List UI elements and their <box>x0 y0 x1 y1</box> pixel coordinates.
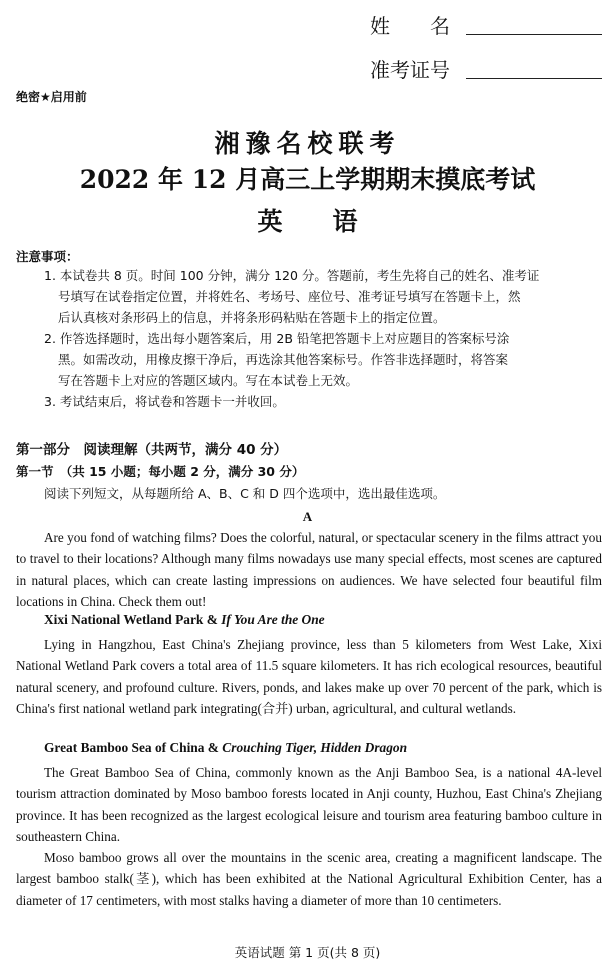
notice-line: 黑。如需改动，用橡皮擦干净后，再选涂其他答案标号。作答非选择题时，将答案 <box>58 352 509 367</box>
passage-label: A <box>302 509 313 524</box>
intro-text: Are you fond of watching films? Does the colorful, natural, or spectacular scenery in the films attract you to travel to their locations? Although many films nowadays use many special effects, most scenes are captured in natural places, which can create lasting impressions on audiences. We have selected four beautiful film locations in China. Check them out! <box>16 530 602 610</box>
section-heading: 第一节 （共 15 小题；每小题 2 分，满分 30 分） <box>16 464 305 479</box>
sub2-text1: The Great Bamboo Sea of China, commonly known as the Anji Bamboo Sea, is a national 4A-level tourism attraction dominated by Moso bamboo forests located in Anji county, Huzhou, East China's Zhejiang province. It has been recognized as the largest ecological leisure and tourism area featuring bamboo culture in southeastern China. <box>16 765 602 845</box>
notice-line: 号填写在试卷指定位置，并将姓名、考场号、座位号、准考证号填写在答题卡上，然 <box>58 289 521 304</box>
sub1-title: Xixi National Wetland Park & <box>44 612 222 627</box>
notice-line: 1. 本试卷共 8 页。时间 100 分钟，满分 120 分。答题前，考生先将自己的姓名、准考证 <box>44 268 540 283</box>
name-blank[interactable] <box>466 34 602 35</box>
paragraph-xixi <box>16 634 602 720</box>
paragraph-bamboo-1 <box>16 762 602 848</box>
name-label: 姓 名 <box>370 14 450 38</box>
subheading-xixi <box>44 612 325 628</box>
subheading-bamboo <box>44 740 407 756</box>
notice-line: 写在答题卡上对应的答题区域内。写在本试卷上无效。 <box>58 373 359 388</box>
notice-list <box>44 265 604 412</box>
page-footer: 英语试题 第 1 页(共 8 页) <box>234 945 381 960</box>
notice-line: 2. 作答选择题时，选出每小题答案后，用 2B 铅笔把答题卡上对应题目的答案标号涂 <box>44 331 510 346</box>
secret-mark: 绝密★启用前 <box>16 90 87 104</box>
sub1-text: Lying in Hangzhou, East China's Zhejiang province, less than 5 kilometers from West Lake, Xixi National Wetland Park covers a total area of 11.5 square kilometers. It has rich ecological resources, beautiful natural scenery, and profound culture. Rivers, ponds, and lakes make up over 70 percent of the park, which is China's first national wetland park integrating(合并) urban, agricultural, and cultural wetlands. <box>16 637 602 717</box>
name-field <box>370 10 450 39</box>
sub2-title: Great Bamboo Sea of China & <box>44 740 223 755</box>
sub2-film: Crouching Tiger, Hidden Dragon <box>222 740 408 755</box>
part-heading: 第一部分 阅读理解（共两节，满分 40 分） <box>16 442 288 458</box>
sub1-film: If You Are the One <box>221 612 325 627</box>
sub2-text2: Moso bamboo grows all over the mountains in the scenic area, creating a magnificent landscape. The largest bamboo stalk(茎), which has been exhibited at the National Agricultural Exhibition Center, has a diameter of 17 centimeters, with most stalks having a diameter of more than 10 centimeters. <box>16 850 602 908</box>
id-blank[interactable] <box>466 78 602 79</box>
exam-title-3: 英 语 <box>257 207 358 236</box>
notice-line: 后认真核对条形码上的信息，并将条形码粘贴在答题卡上的指定位置。 <box>58 310 446 325</box>
notice-heading: 注意事项： <box>16 249 79 264</box>
notice-line: 3. 考试结束后，将试卷和答题卡一并收回。 <box>44 394 285 409</box>
id-field <box>370 54 450 83</box>
id-label: 准考证号 <box>370 58 450 82</box>
paragraph-bamboo-2 <box>16 847 602 911</box>
passage-intro <box>16 527 602 613</box>
exam-title-1: 湘豫名校联考 <box>214 129 401 158</box>
instruction-text: 阅读下列短文，从每题所给 A、B、C 和 D 四个选项中，选出最佳选项。 <box>44 486 446 501</box>
exam-title-2: 2022 年 12 月高三上学期期末摸底考试 <box>79 165 536 194</box>
